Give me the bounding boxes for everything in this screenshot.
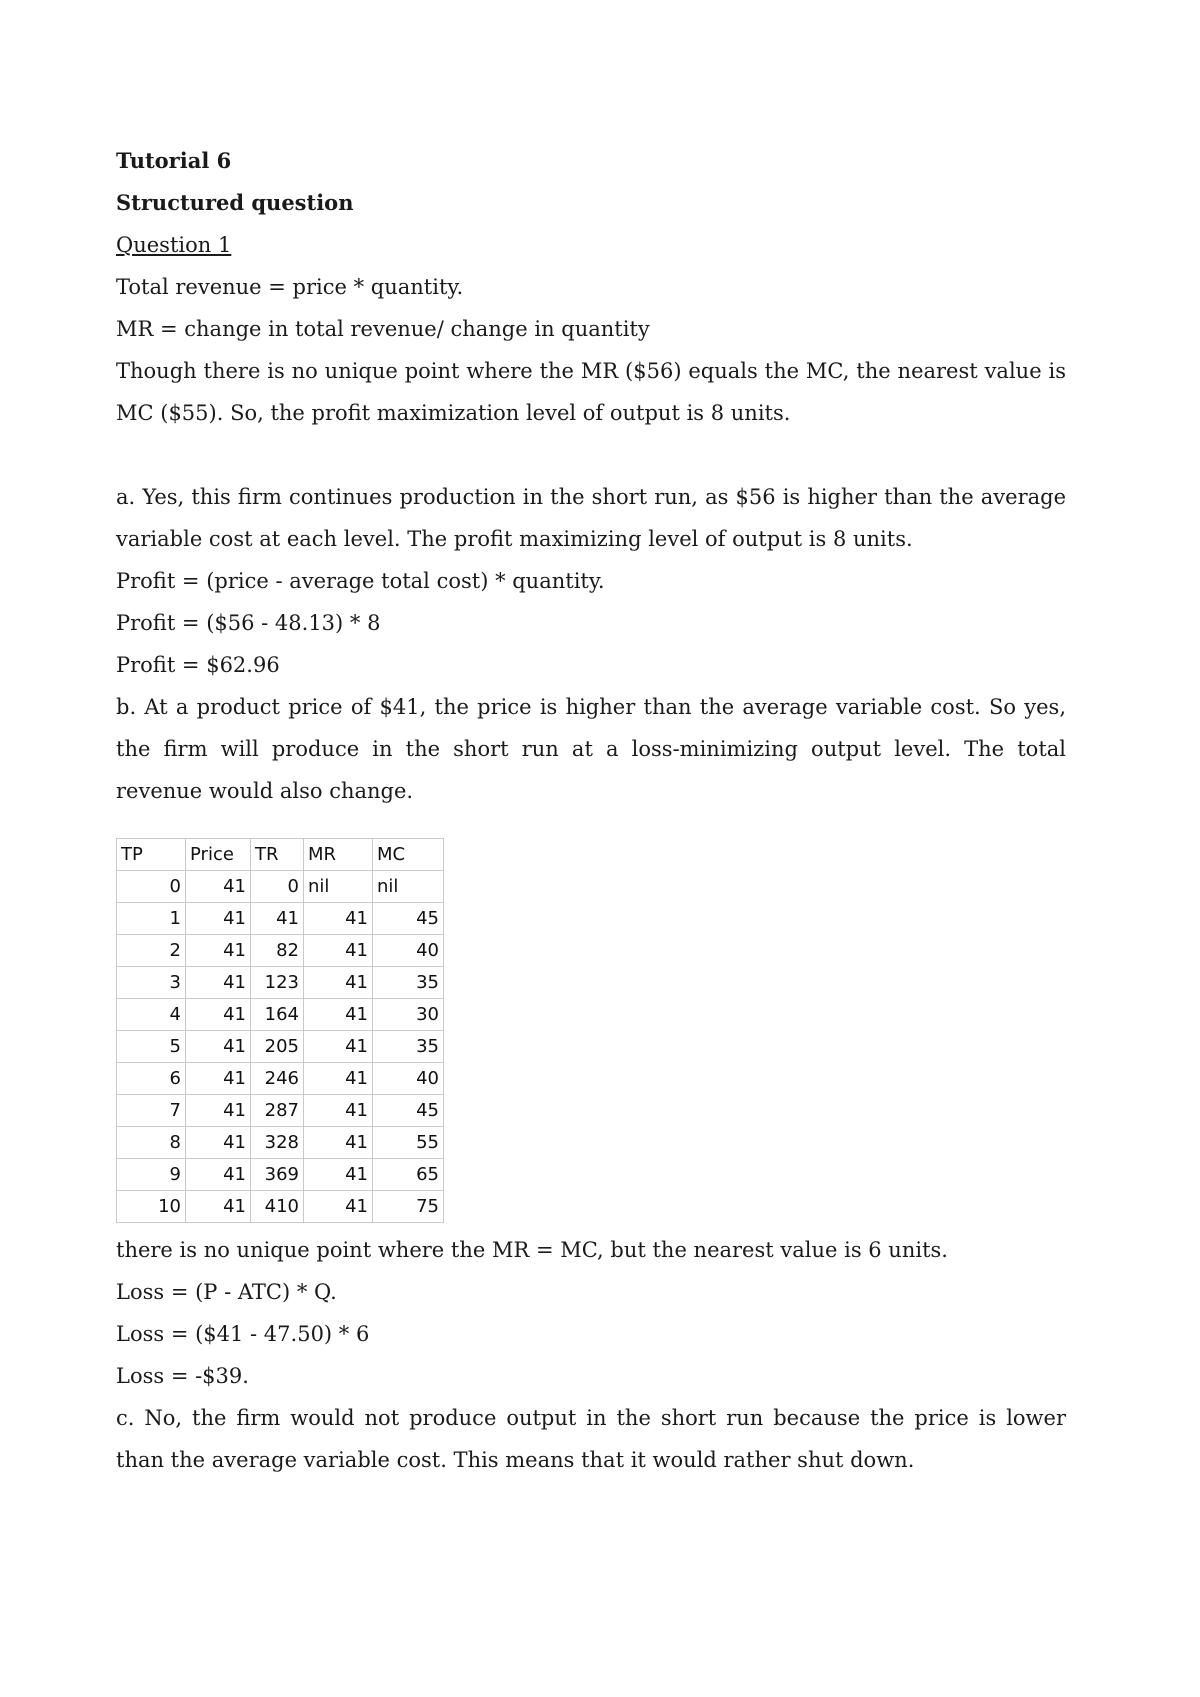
table-cell-tp: 4	[117, 999, 186, 1031]
table-cell-price: 41	[186, 1159, 251, 1191]
table-row	[117, 1031, 444, 1063]
table-cell-mr: 41	[304, 935, 373, 967]
table-cell-tp: 5	[117, 1031, 186, 1063]
table-cell-price: 41	[186, 935, 251, 967]
total-revenue-formula: Total revenue = price * quantity.	[116, 275, 464, 299]
table-cell-price: 41	[186, 1063, 251, 1095]
table-cell-price: 41	[186, 871, 251, 903]
table-cell-mr: 41	[304, 999, 373, 1031]
table-cell-tp: 0	[117, 871, 186, 903]
table-cell-price: 41	[186, 999, 251, 1031]
table-row	[117, 903, 444, 935]
table-cell-mr: 41	[304, 1191, 373, 1223]
table-cell-price: 41	[186, 967, 251, 999]
table-cell-tr: 287	[251, 1095, 304, 1127]
table-cell-tr: 410	[251, 1191, 304, 1223]
table-cell-tr: 328	[251, 1127, 304, 1159]
table-header-row	[117, 839, 444, 871]
table-cell-price: 41	[186, 1031, 251, 1063]
tutorial-heading: Tutorial 6	[116, 148, 232, 173]
part-b-paragraph: b. At a product price of $41, the price is higher than the average variable cost. So yes, the firm will produce in the short run at a loss-minimizing output level. The total revenue would also change.	[116, 695, 1066, 803]
table-cell-tr: 41	[251, 903, 304, 935]
table-cell-mc: 30	[373, 999, 444, 1031]
table-cell-mc: 65	[373, 1159, 444, 1191]
table-cell-tr: 246	[251, 1063, 304, 1095]
part-c-paragraph: c. No, the firm would not produce output in the short run because the price is lower than the average variable cost. This means that it would rather shut down.	[116, 1406, 1066, 1472]
column-header-tr: TR	[251, 839, 304, 871]
table-row	[117, 935, 444, 967]
table-cell-price: 41	[186, 1095, 251, 1127]
table-cell-mc: 45	[373, 903, 444, 935]
table-cell-tr: 369	[251, 1159, 304, 1191]
table-cell-tr: 205	[251, 1031, 304, 1063]
table-cell-mc: nil	[373, 871, 444, 903]
loss-intro: there is no unique point where the MR = MC, but the nearest value is 6 units.	[116, 1238, 948, 1262]
table-cell-price: 41	[186, 903, 251, 935]
mr-formula: MR = change in total revenue/ change in quantity	[116, 317, 650, 341]
loss-result: Loss = -$39.	[116, 1364, 249, 1388]
loss-calculation: Loss = ($41 - 47.50) * 6	[116, 1322, 370, 1346]
table-cell-tp: 1	[117, 903, 186, 935]
table-cell-price: 41	[186, 1191, 251, 1223]
table-cell-mr: 41	[304, 1063, 373, 1095]
table-cell-tp: 2	[117, 935, 186, 967]
table-row	[117, 871, 444, 903]
table-cell-price: 41	[186, 1127, 251, 1159]
table-cell-tr: 0	[251, 871, 304, 903]
table-cell-mr: 41	[304, 1127, 373, 1159]
table-cell-mr: 41	[304, 1159, 373, 1191]
table-row	[117, 1191, 444, 1223]
table-cell-mc: 45	[373, 1095, 444, 1127]
table-cell-tr: 82	[251, 935, 304, 967]
table-row	[117, 1063, 444, 1095]
table-cell-tr: 123	[251, 967, 304, 999]
table-row	[117, 1095, 444, 1127]
table-cell-tp: 10	[117, 1191, 186, 1223]
profit-calculation: Profit = ($56 - 48.13) * 8	[116, 611, 381, 635]
table-row	[117, 967, 444, 999]
loss-formula: Loss = (P - ATC) * Q.	[116, 1280, 337, 1304]
spacer	[116, 434, 1066, 476]
table-cell-tp: 9	[117, 1159, 186, 1191]
profit-result: Profit = $62.96	[116, 653, 280, 677]
profit-formula: Profit = (price - average total cost) * quantity.	[116, 569, 605, 593]
section-heading: Structured question	[116, 190, 354, 215]
question-label: Question 1	[116, 233, 232, 257]
table-cell-mr: 41	[304, 967, 373, 999]
table-cell-mc: 75	[373, 1191, 444, 1223]
table-cell-mr: 41	[304, 1031, 373, 1063]
column-header-mr: MR	[304, 839, 373, 871]
column-header-price: Price	[186, 839, 251, 871]
table-cell-tp: 7	[117, 1095, 186, 1127]
table-body	[117, 871, 444, 1223]
revenue-cost-table	[116, 838, 444, 1223]
part-a-paragraph: a. Yes, this firm continues production in the short run, as $56 is higher than the average variable cost at each level. The profit maximizing level of output is 8 units.	[116, 485, 1066, 551]
intro-paragraph: Though there is no unique point where the MR ($56) equals the MC, the nearest value is MC ($55). So, the profit maximization level of output is 8 units.	[116, 359, 1066, 425]
document-page	[116, 140, 1066, 1481]
table-cell-tr: 164	[251, 999, 304, 1031]
table-cell-mr: nil	[304, 871, 373, 903]
table-cell-tp: 6	[117, 1063, 186, 1095]
table-row	[117, 1127, 444, 1159]
table-cell-mr: 41	[304, 1095, 373, 1127]
table-cell-mc: 40	[373, 1063, 444, 1095]
table-cell-mc: 35	[373, 967, 444, 999]
table-cell-mc: 35	[373, 1031, 444, 1063]
table-cell-tp: 8	[117, 1127, 186, 1159]
column-header-tp: TP	[117, 839, 186, 871]
table-container	[116, 838, 1066, 1223]
table-row	[117, 1159, 444, 1191]
table-cell-mc: 40	[373, 935, 444, 967]
table-cell-tp: 3	[117, 967, 186, 999]
table-cell-mr: 41	[304, 903, 373, 935]
table-cell-mc: 55	[373, 1127, 444, 1159]
table-row	[117, 999, 444, 1031]
column-header-mc: MC	[373, 839, 444, 871]
